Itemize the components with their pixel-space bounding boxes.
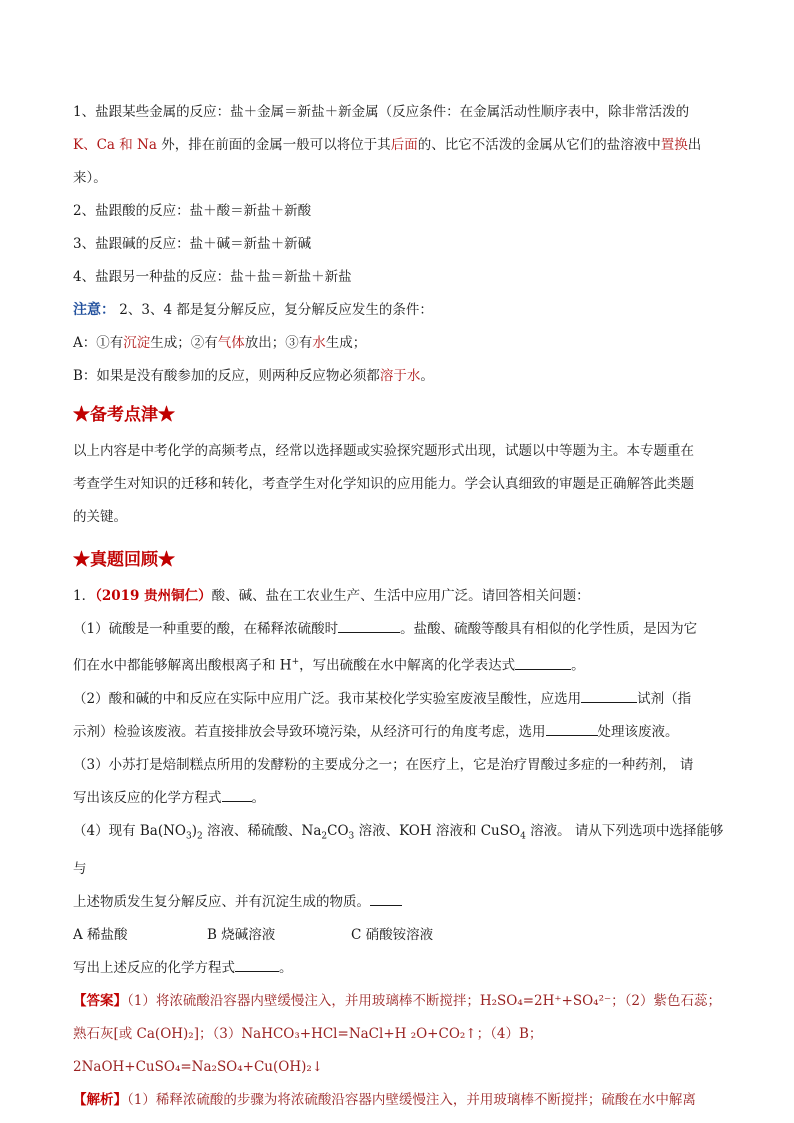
rule-4: 4、盐跟另一种盐的反应：盐＋盐＝新盐＋新盐 bbox=[73, 269, 352, 285]
analysis-block bbox=[73, 1084, 725, 1117]
part-1-text-3: 们在水中都能够解离出酸根离子和 H bbox=[73, 657, 292, 674]
note-b-keyword: 溶于水 bbox=[379, 368, 421, 384]
section-title-review: ★真题回顾★ bbox=[73, 550, 175, 570]
exam-tips-line-3: 的关键。 bbox=[73, 509, 127, 525]
subscript: 3 bbox=[348, 831, 355, 842]
answer-blank-6[interactable] bbox=[370, 891, 402, 906]
answer-blank-4[interactable] bbox=[546, 721, 598, 736]
part-4-equation-text: 写出上述反应的化学方程式 bbox=[73, 960, 235, 977]
question-number: 1． bbox=[73, 588, 96, 604]
analysis-line-1: （1）稀释浓硫酸的步骤为将浓硫酸沿容器内壁缓慢注入，并用玻璃棒不断搅拌；硫酸在水中解离 bbox=[127, 1092, 696, 1109]
options-row bbox=[73, 919, 725, 952]
answer-blank-3[interactable] bbox=[581, 688, 637, 703]
note-label: 注意： bbox=[73, 302, 115, 318]
note-a-text-4: 生成； bbox=[325, 335, 367, 351]
rule-1-text: 1、盐跟某些金属的反应：盐＋金属＝新盐＋新金属（反应条件：在金属活动性顺序表中，除非常活泼的 bbox=[73, 104, 690, 120]
subscript: 4 bbox=[520, 831, 526, 842]
rule-1 bbox=[73, 96, 725, 195]
rule-1-keyword-after: 后面 bbox=[390, 137, 418, 153]
note-a-keyword-water: 水 bbox=[312, 335, 326, 351]
rule-1-text-3: 的、比它不活泼的金属从它们的盐溶液中 bbox=[417, 137, 661, 153]
part-2-text-2: 试剂（指 bbox=[637, 690, 692, 707]
answer-tag: 【答案】 bbox=[73, 993, 127, 1010]
note-b-text: B：如果是没有酸参加的反应，则两种反应物必须都 bbox=[73, 368, 380, 384]
exam-tips-paragraph bbox=[73, 435, 725, 534]
part-4-text-6: 溶液。 请从下列选项中选择能够与 bbox=[73, 822, 724, 878]
exam-tips-line-2: 考查学生对知识的迁移和转化，考查学生对化学知识的应用能力。学会认真细致的审题是正确解答此类题 bbox=[73, 476, 694, 492]
part-4-text-3: 溶液、稀硫酸、Na bbox=[202, 822, 322, 839]
part-4-text-2: ) bbox=[191, 822, 198, 839]
answer-blank-1[interactable] bbox=[338, 618, 400, 633]
question-part-2 bbox=[73, 683, 725, 749]
rule-3: 3、盐跟碱的反应：盐＋碱＝新盐＋新碱 bbox=[73, 236, 312, 252]
rule-1-text-4: 出 bbox=[687, 137, 702, 153]
part-2-text-4: 处理该废液。 bbox=[597, 723, 679, 740]
rule-1-text-5: 来）。 bbox=[73, 170, 107, 186]
note-text: 2、3、4 都是复分解反应，复分解反应发生的条件： bbox=[115, 302, 433, 318]
subscript: 2 bbox=[197, 831, 203, 842]
section-title-exam-tips: ★备考点津★ bbox=[73, 405, 175, 425]
question-part-4 bbox=[73, 815, 725, 920]
part-4-text-7: 上述物质发生复分解反应、并有沉淀生成的物质。 bbox=[73, 894, 370, 911]
note-a-text: A：①有 bbox=[73, 335, 124, 351]
option-a[interactable]: A 稀盐酸 bbox=[73, 927, 128, 944]
subscript: 2 bbox=[321, 831, 328, 842]
question-part-1 bbox=[73, 613, 725, 683]
note-condition-b bbox=[73, 360, 725, 393]
part-4-equation-text-2: 。 bbox=[279, 960, 293, 977]
answer-line-2: 熟石灰[或 Ca(OH)₂]；（3）NaHCO₃+HCl=NaCl+H ₂O+CO₂↑；（4）B；2NaOH+CuSO₄=Na₂SO₄+Cu(OH)₂↓ bbox=[73, 1026, 543, 1076]
note-condition-a bbox=[73, 327, 725, 360]
question-part-4-equation bbox=[73, 952, 725, 985]
document-page bbox=[73, 96, 725, 1117]
answer-blank-5[interactable] bbox=[222, 787, 252, 802]
part-2-text-3: 示剂）检验该废液。若直接排放会导致环境污染，从经济可行的角度考虑，选用 bbox=[73, 723, 546, 740]
exam-tips-line-1: 以上内容是中考化学的高频考点，经常以选择题或实验探究题形式出现，试题以中等题为主。本专题重在 bbox=[73, 443, 694, 459]
answer-blank-7[interactable] bbox=[235, 957, 279, 972]
question-part-3 bbox=[73, 749, 725, 815]
analysis-tag: 【解析】 bbox=[73, 1092, 127, 1109]
part-1-text-4: ，写出硫酸在水中解离的化学表达式 bbox=[299, 657, 516, 674]
part-1-text: （1）硫酸是一种重要的酸，在稀释浓硫酸时 bbox=[73, 621, 339, 637]
note-line bbox=[73, 294, 725, 327]
part-1-text-2: 。盐酸、硫酸等酸具有相似的化学性质，是因为它 bbox=[400, 621, 698, 637]
part-2-text: （2）酸和碱的中和反应在实际中应用广泛。我市某校化学实验室废液呈酸性，应选用 bbox=[73, 690, 582, 707]
rule-2: 2、盐跟酸的反应：盐＋酸＝新盐＋新酸 bbox=[73, 203, 312, 219]
part-4-text-5: 溶液、KOH 溶液和 CuSO bbox=[354, 822, 521, 839]
note-a-text-2: 生成；②有 bbox=[150, 335, 218, 351]
part-3-text: （3）小苏打是焙制糕点所用的发酵粉的主要成分之一；在医疗上，它是治疗胃酸过多症的一种药剂， 请 bbox=[73, 756, 694, 773]
note-a-keyword-gas: 气体 bbox=[217, 335, 245, 351]
part-3-text-3: 。 bbox=[251, 789, 265, 806]
note-a-keyword-precipitate: 沉淀 bbox=[123, 335, 151, 351]
rule-1-metals: K、Ca 和 Na bbox=[73, 137, 157, 153]
subscript: 3 bbox=[186, 831, 192, 842]
answer-line-1: （1）将浓硫酸沿容器内壁缓慢注入，并用玻璃棒不断搅拌；H₂SO₄=2H⁺+SO₄²⁻；（2）紫色石蕊； bbox=[127, 993, 721, 1010]
part-4-text-4: CO bbox=[327, 822, 349, 839]
rule-1-keyword-replace: 置换 bbox=[660, 137, 688, 153]
question-stem-text: 酸、碱、盐在工农业生产、生活中应用广泛。请回答相关问题： bbox=[211, 588, 590, 604]
option-b[interactable]: B 烧碱溶液 bbox=[207, 927, 276, 944]
note-a-text-3: 放出；③有 bbox=[244, 335, 313, 351]
question-stem bbox=[73, 580, 725, 613]
rule-1-text-2: 外，排在前面的金属一般可以将位于其 bbox=[156, 137, 391, 153]
option-c[interactable]: C 硝酸铵溶液 bbox=[351, 927, 434, 944]
hydrogen-ion-sup: + bbox=[291, 657, 300, 667]
answer-block bbox=[73, 985, 725, 1084]
question-source: （2019 贵州铜仁） bbox=[95, 588, 212, 604]
answer-blank-2[interactable] bbox=[515, 655, 571, 670]
part-1-text-5: 。 bbox=[571, 657, 585, 674]
note-b-text-2: 。 bbox=[420, 368, 434, 384]
part-4-text: （4）现有 Ba(NO bbox=[73, 822, 186, 839]
part-3-text-2: 写出该反应的化学方程式 bbox=[73, 789, 222, 806]
